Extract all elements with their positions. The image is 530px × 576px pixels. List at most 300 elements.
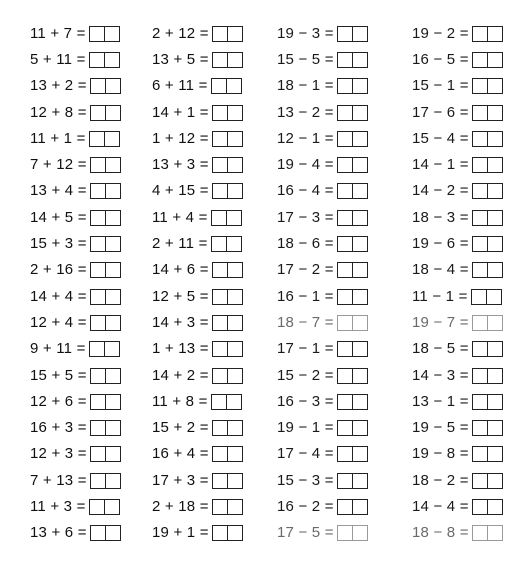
answer-boxes[interactable] [89,499,120,514]
problem-row [30,388,155,414]
problem-row [277,151,402,177]
problem-row [277,204,402,230]
answer-box-ones[interactable] [106,210,121,226]
answer-box-ones[interactable] [228,368,243,384]
problem-row [152,283,277,309]
answer-box-ones[interactable] [353,105,368,121]
answer-box-ones[interactable] [106,315,121,331]
problem-expression: 18 − 7 = [277,313,334,331]
answer-box-tens[interactable] [212,341,228,357]
problem-expression: 13 + 4 = [30,182,87,200]
answer-box-ones[interactable] [353,341,368,357]
answer-box-ones[interactable] [488,262,503,278]
problem-row [277,125,402,151]
problem-expression: 12 + 4 = [30,313,87,331]
answer-boxes[interactable] [337,183,368,198]
answer-box-ones[interactable] [353,157,368,173]
answer-box-tens[interactable] [212,525,228,541]
problem-expression: 11 + 7 = [30,24,86,42]
answer-box-ones[interactable] [227,210,242,226]
answer-box-ones[interactable] [228,131,243,147]
answer-box-ones[interactable] [353,315,368,331]
problem-row [152,441,277,467]
answer-box-ones[interactable] [488,394,503,410]
problem-row [412,467,530,493]
problem-row [152,178,277,204]
answer-box-ones[interactable] [488,78,503,94]
answer-box-tens[interactable] [472,26,488,42]
problem-row [277,520,402,546]
problem-row [30,441,155,467]
answer-boxes[interactable] [90,183,121,198]
answer-box-ones[interactable] [228,52,243,68]
answer-boxes[interactable] [472,78,503,93]
answer-box-tens[interactable] [472,446,488,462]
answer-box-tens[interactable] [472,157,488,173]
answer-box-tens[interactable] [472,420,488,436]
answer-box-tens[interactable] [472,394,488,410]
answer-box-ones[interactable] [488,473,503,489]
answer-box-tens[interactable] [212,105,228,121]
answer-boxes[interactable] [472,525,503,540]
answer-box-tens[interactable] [89,52,105,68]
answer-boxes[interactable] [89,52,120,67]
answer-box-tens[interactable] [337,368,353,384]
answer-box-tens[interactable] [89,499,105,515]
answer-boxes[interactable] [337,289,368,304]
answer-boxes[interactable] [472,210,503,225]
answer-box-tens[interactable] [337,157,353,173]
answer-boxes[interactable] [337,262,368,277]
answer-box-ones[interactable] [105,26,120,42]
answer-boxes[interactable] [89,341,120,356]
answer-box-tens[interactable] [90,525,106,541]
answer-box-tens[interactable] [337,341,353,357]
answer-box-tens[interactable] [337,26,353,42]
answer-boxes[interactable] [212,368,243,383]
answer-box-tens[interactable] [212,26,228,42]
problem-expression: 12 + 8 = [30,103,87,121]
answer-box-ones[interactable] [353,394,368,410]
problem-expression: 17 − 1 = [277,340,334,358]
answer-boxes[interactable] [337,446,368,461]
answer-boxes[interactable] [472,26,503,41]
answer-box-tens[interactable] [90,368,106,384]
answer-box-tens[interactable] [337,210,353,226]
answer-box-tens[interactable] [90,394,106,410]
answer-box-ones[interactable] [228,26,243,42]
answer-boxes[interactable] [472,183,503,198]
answer-box-tens[interactable] [337,52,353,68]
answer-box-tens[interactable] [211,394,227,410]
problem-expression: 18 − 3 = [412,208,469,226]
answer-box-tens[interactable] [89,131,105,147]
answer-box-tens[interactable] [211,236,227,252]
answer-box-ones[interactable] [488,105,503,121]
answer-box-ones[interactable] [488,341,503,357]
answer-boxes[interactable] [212,525,243,540]
answer-box-tens[interactable] [90,236,106,252]
answer-box-tens[interactable] [90,262,106,278]
problem-row [277,230,402,256]
answer-boxes[interactable] [337,473,368,488]
answer-boxes[interactable] [212,26,243,41]
answer-box-ones[interactable] [488,499,503,515]
answer-box-ones[interactable] [228,341,243,357]
answer-box-tens[interactable] [90,105,106,121]
problem-row [277,441,402,467]
answer-box-ones[interactable] [105,341,120,357]
answer-box-tens[interactable] [211,210,227,226]
answer-box-tens[interactable] [212,289,228,305]
answer-boxes[interactable] [211,78,242,93]
problem-row [30,493,155,519]
answer-box-ones[interactable] [106,105,121,121]
answer-box-tens[interactable] [337,420,353,436]
answer-boxes[interactable] [472,262,503,277]
answer-boxes[interactable] [472,446,503,461]
answer-box-tens[interactable] [337,262,353,278]
answer-boxes[interactable] [90,446,121,461]
answer-boxes[interactable] [472,341,503,356]
problem-row [412,309,530,335]
answer-box-ones[interactable] [105,499,120,515]
problem-expression: 4 + 15 = [152,182,209,200]
answer-box-tens[interactable] [89,341,105,357]
answer-box-tens[interactable] [472,368,488,384]
problem-expression: 11 + 1 = [30,129,86,147]
answer-boxes[interactable] [90,236,121,251]
answer-box-ones[interactable] [488,157,503,173]
problem-expression: 16 − 5 = [412,50,469,68]
answer-boxes[interactable] [212,157,243,172]
answer-boxes[interactable] [472,52,503,67]
answer-box-ones[interactable] [488,525,503,541]
problem-expression: 14 + 1 = [152,103,209,121]
answer-box-ones[interactable] [227,78,242,94]
answer-boxes[interactable] [90,157,121,172]
problem-expression: 13 + 2 = [30,77,87,95]
answer-box-tens[interactable] [337,315,353,331]
answer-box-tens[interactable] [337,525,353,541]
answer-box-ones[interactable] [106,525,121,541]
answer-boxes[interactable] [472,473,503,488]
answer-boxes[interactable] [90,210,121,225]
answer-box-tens[interactable] [337,78,353,94]
answer-box-tens[interactable] [90,315,106,331]
answer-box-ones[interactable] [227,394,242,410]
answer-box-tens[interactable] [212,368,228,384]
answer-box-ones[interactable] [488,368,503,384]
answer-box-tens[interactable] [212,499,228,515]
problem-row [30,20,155,46]
answer-box-tens[interactable] [472,183,488,199]
answer-box-ones[interactable] [353,183,368,199]
answer-boxes[interactable] [472,105,503,120]
answer-boxes[interactable] [212,341,243,356]
answer-boxes[interactable] [211,210,242,225]
answer-boxes[interactable] [337,210,368,225]
answer-boxes[interactable] [472,368,503,383]
answer-box-ones[interactable] [487,289,502,305]
answer-boxes[interactable] [90,78,121,93]
answer-boxes[interactable] [90,289,121,304]
answer-box-ones[interactable] [488,315,503,331]
answer-box-tens[interactable] [211,78,227,94]
answer-box-ones[interactable] [353,473,368,489]
answer-boxes[interactable] [337,236,368,251]
problem-row [412,73,530,99]
answer-box-ones[interactable] [228,289,243,305]
answer-boxes[interactable] [89,26,120,41]
problem-row [30,309,155,335]
answer-box-tens[interactable] [90,210,106,226]
answer-box-tens[interactable] [212,183,228,199]
answer-box-tens[interactable] [90,473,106,489]
answer-box-ones[interactable] [228,315,243,331]
answer-box-tens[interactable] [212,420,228,436]
answer-boxes[interactable] [472,315,503,330]
answer-box-tens[interactable] [472,341,488,357]
answer-box-ones[interactable] [228,473,243,489]
answer-box-ones[interactable] [106,157,121,173]
answer-box-tens[interactable] [337,236,353,252]
answer-boxes[interactable] [90,525,121,540]
answer-boxes[interactable] [337,52,368,67]
answer-box-ones[interactable] [353,210,368,226]
answer-box-tens[interactable] [337,499,353,515]
answer-boxes[interactable] [90,394,121,409]
answer-box-tens[interactable] [337,446,353,462]
problem-expression: 14 − 4 = [412,497,469,515]
answer-box-ones[interactable] [105,52,120,68]
answer-box-ones[interactable] [488,183,503,199]
answer-boxes[interactable] [211,394,242,409]
answer-box-ones[interactable] [106,368,121,384]
problem-row [412,20,530,46]
answer-boxes[interactable] [90,105,121,120]
answer-box-ones[interactable] [228,420,243,436]
answer-boxes[interactable] [472,131,503,146]
problem-row [152,73,277,99]
answer-box-tens[interactable] [337,473,353,489]
answer-boxes[interactable] [212,52,243,67]
answer-boxes[interactable] [472,157,503,172]
answer-box-tens[interactable] [337,131,353,147]
answer-box-ones[interactable] [353,420,368,436]
answer-boxes[interactable] [337,341,368,356]
answer-box-tens[interactable] [212,52,228,68]
answer-box-ones[interactable] [353,368,368,384]
problem-expression: 16 − 2 = [277,497,334,515]
answer-box-tens[interactable] [89,26,105,42]
answer-box-ones[interactable] [228,525,243,541]
answer-box-ones[interactable] [488,420,503,436]
answer-box-ones[interactable] [105,131,120,147]
answer-box-tens[interactable] [472,525,488,541]
problem-expression: 17 − 4 = [277,445,334,463]
problem-row [152,414,277,440]
answer-boxes[interactable] [90,262,121,277]
answer-box-tens[interactable] [471,289,487,305]
answer-boxes[interactable] [212,262,243,277]
answer-box-ones[interactable] [228,499,243,515]
answer-box-tens[interactable] [90,183,106,199]
answer-box-tens[interactable] [472,210,488,226]
answer-box-tens[interactable] [472,131,488,147]
answer-box-tens[interactable] [472,315,488,331]
answer-box-tens[interactable] [337,394,353,410]
answer-box-ones[interactable] [353,131,368,147]
answer-boxes[interactable] [337,525,368,540]
answer-boxes[interactable] [337,420,368,435]
answer-box-ones[interactable] [488,446,503,462]
answer-boxes[interactable] [337,368,368,383]
answer-box-tens[interactable] [337,183,353,199]
answer-box-tens[interactable] [472,52,488,68]
answer-box-tens[interactable] [90,78,106,94]
answer-box-tens[interactable] [90,420,106,436]
answer-box-ones[interactable] [106,78,121,94]
problem-row [412,257,530,283]
answer-boxes[interactable] [212,131,243,146]
problem-expression: 1 + 13 = [152,340,209,358]
answer-box-ones[interactable] [106,262,121,278]
answer-box-tens[interactable] [212,446,228,462]
answer-boxes[interactable] [90,473,121,488]
answer-boxes[interactable] [211,236,242,251]
problem-row [30,362,155,388]
problem-expression: 18 − 8 = [412,524,469,542]
answer-box-tens[interactable] [212,131,228,147]
problem-row [30,151,155,177]
answer-boxes[interactable] [471,289,502,304]
answer-boxes[interactable] [337,26,368,41]
answer-box-ones[interactable] [353,289,368,305]
problem-expression: 19 − 8 = [412,445,469,463]
answer-boxes[interactable] [337,131,368,146]
problem-row [277,20,402,46]
answer-box-ones[interactable] [488,26,503,42]
answer-box-ones[interactable] [353,78,368,94]
problem-expression: 11 + 4 = [152,208,208,226]
problem-row [30,283,155,309]
answer-boxes[interactable] [212,183,243,198]
answer-box-tens[interactable] [212,157,228,173]
problem-row [30,467,155,493]
answer-box-ones[interactable] [106,446,121,462]
answer-boxes[interactable] [212,289,243,304]
answer-box-ones[interactable] [106,183,121,199]
answer-box-tens[interactable] [212,315,228,331]
answer-box-tens[interactable] [472,236,488,252]
problem-row [412,414,530,440]
answer-box-ones[interactable] [488,52,503,68]
answer-boxes[interactable] [212,420,243,435]
answer-box-tens[interactable] [212,262,228,278]
answer-box-ones[interactable] [353,446,368,462]
answer-box-tens[interactable] [472,105,488,121]
answer-box-tens[interactable] [90,289,106,305]
answer-box-ones[interactable] [228,183,243,199]
answer-boxes[interactable] [472,236,503,251]
problem-expression: 14 + 2 = [152,366,209,384]
answer-boxes[interactable] [90,368,121,383]
answer-boxes[interactable] [89,131,120,146]
problem-expression: 18 − 4 = [412,261,469,279]
answer-box-tens[interactable] [90,157,106,173]
answer-boxes[interactable] [90,420,121,435]
answer-box-ones[interactable] [488,236,503,252]
problem-expression: 15 − 5 = [277,50,334,68]
answer-box-ones[interactable] [106,394,121,410]
answer-boxes[interactable] [337,78,368,93]
answer-boxes[interactable] [337,499,368,514]
answer-box-tens[interactable] [472,499,488,515]
answer-box-ones[interactable] [353,499,368,515]
answer-box-ones[interactable] [106,289,121,305]
problem-row [412,151,530,177]
answer-boxes[interactable] [472,394,503,409]
answer-box-ones[interactable] [106,420,121,436]
answer-box-ones[interactable] [353,525,368,541]
problem-column-1 [30,20,155,546]
answer-box-tens[interactable] [472,78,488,94]
answer-box-tens[interactable] [90,446,106,462]
problem-expression: 14 − 2 = [412,182,469,200]
answer-boxes[interactable] [212,105,243,120]
answer-boxes[interactable] [212,446,243,461]
problem-row [152,151,277,177]
answer-box-ones[interactable] [227,236,242,252]
answer-box-ones[interactable] [106,236,121,252]
answer-boxes[interactable] [337,157,368,172]
problem-row [30,204,155,230]
answer-boxes[interactable] [337,105,368,120]
problem-expression: 12 + 6 = [30,392,87,410]
answer-box-tens[interactable] [472,473,488,489]
answer-box-ones[interactable] [228,446,243,462]
problem-row [412,362,530,388]
answer-box-ones[interactable] [106,473,121,489]
problem-expression: 17 + 3 = [152,471,209,489]
answer-boxes[interactable] [337,315,368,330]
answer-boxes[interactable] [212,315,243,330]
answer-boxes[interactable] [472,420,503,435]
answer-box-tens[interactable] [337,105,353,121]
answer-boxes[interactable] [90,315,121,330]
answer-box-tens[interactable] [337,289,353,305]
problem-row [152,520,277,546]
answer-box-ones[interactable] [488,131,503,147]
problem-row [30,125,155,151]
answer-box-tens[interactable] [472,262,488,278]
answer-box-ones[interactable] [228,262,243,278]
answer-box-ones[interactable] [228,157,243,173]
answer-box-ones[interactable] [488,210,503,226]
answer-box-ones[interactable] [353,236,368,252]
answer-boxes[interactable] [337,394,368,409]
problem-row [277,257,402,283]
answer-boxes[interactable] [212,473,243,488]
answer-box-ones[interactable] [353,262,368,278]
answer-box-ones[interactable] [228,105,243,121]
answer-boxes[interactable] [212,499,243,514]
answer-boxes[interactable] [472,499,503,514]
answer-box-tens[interactable] [212,473,228,489]
answer-box-ones[interactable] [353,52,368,68]
answer-box-ones[interactable] [353,26,368,42]
